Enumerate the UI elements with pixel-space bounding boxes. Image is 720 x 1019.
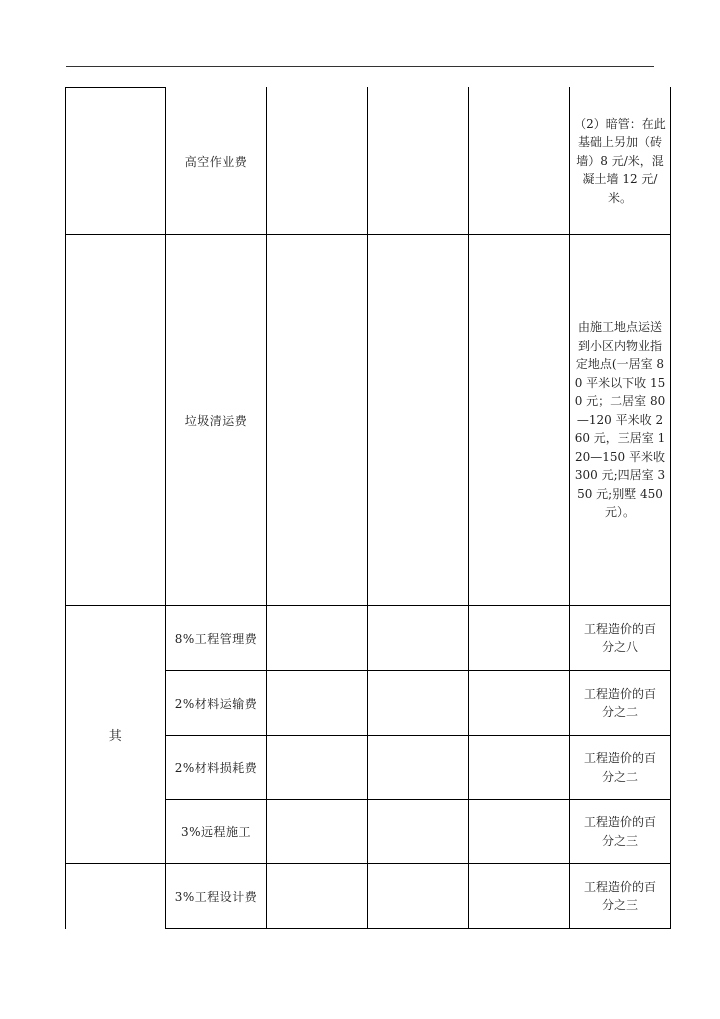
fee-name-loss: 2%材料损耗费 [174,761,258,775]
fee-name-design: 3%工程设计费 [174,889,258,904]
fee-note-high-altitude: （2）暗管：在此基础上另加（砖墙）8 元/米，混凝土墙 12 元/米。 [574,116,666,205]
fee-note-remote: 工程造价的百分之三 [583,815,656,848]
table-col-line-2 [266,87,267,929]
fee-note-transport: 工程造价的百分之二 [583,686,656,719]
fee-note-design: 工程造价的百分之三 [583,879,656,912]
fee-name-high-altitude: 高空作业费 [184,154,248,169]
table-border-bottom [165,928,671,929]
fee-note-loss: 工程造价的百分之二 [583,751,656,784]
fee-name-management: 8%工程管理费 [174,631,258,646]
fee-note-garbage: 由施工地点运送到小区内物业指定地点(一居室 80 平米以下收 150 元；二居室 80—120 平米收 260 元，三居室 120—150 平米收 300 元;四居室 350 元;别墅 450 元）。 [574,320,666,520]
header-rule [66,66,654,67]
table-border-top [65,87,166,88]
fee-name-remote: 3%远程施工 [180,825,252,839]
fee-name-transport: 2%材料运输费 [174,696,258,711]
fee-note-management: 工程造价的百分之八 [583,621,656,654]
fee-name-garbage: 垃圾清运费 [184,413,248,428]
table-col-line-3 [367,87,368,929]
table-border-right [670,87,671,929]
table-col-line-4 [468,87,469,929]
group-label-other: 其 [108,729,123,744]
